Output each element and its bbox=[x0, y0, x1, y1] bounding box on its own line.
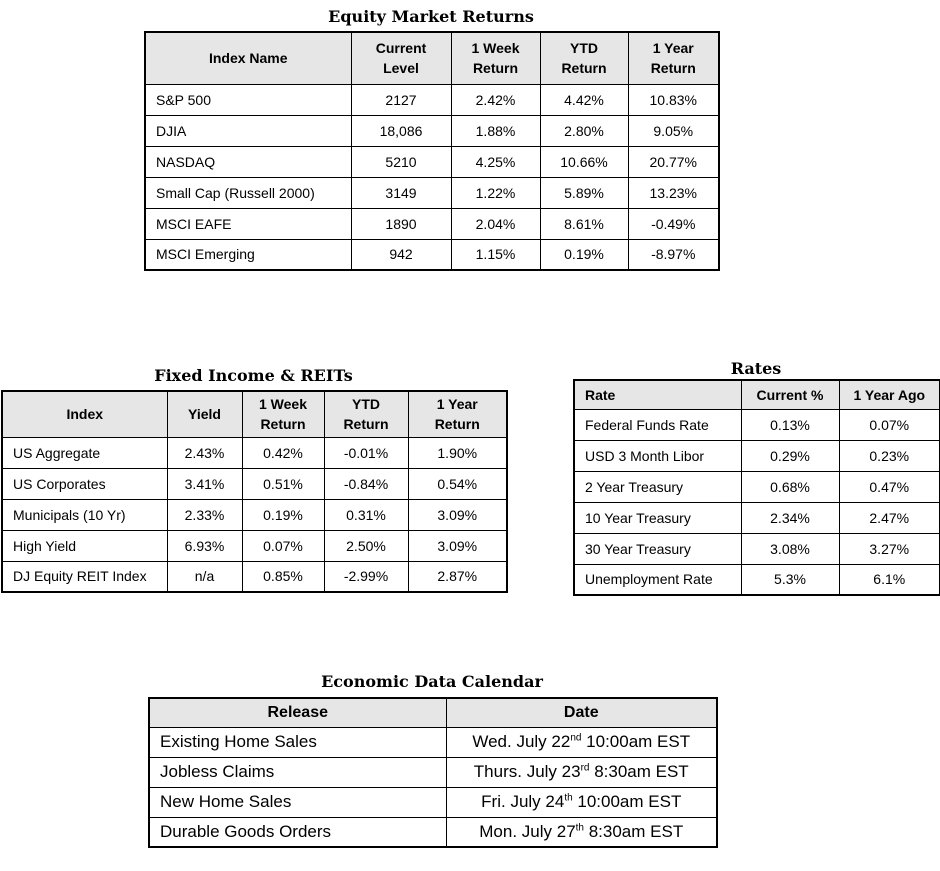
equity-table bbox=[144, 31, 720, 271]
calendar-header-release: Release bbox=[149, 698, 446, 727]
index-name: Small Cap (Russell 2000) bbox=[145, 177, 351, 208]
index-name: S&P 500 bbox=[145, 84, 351, 115]
equity-section bbox=[144, 7, 718, 271]
year-return: 3.09% bbox=[408, 530, 507, 561]
fi-header-ytd: YTD Return bbox=[324, 391, 408, 437]
week-return: 0.51% bbox=[242, 468, 324, 499]
current-rate: 2.34% bbox=[741, 502, 839, 533]
index-name: Municipals (10 Yr) bbox=[2, 499, 167, 530]
year-return: 0.54% bbox=[408, 468, 507, 499]
current-rate: 0.13% bbox=[741, 409, 839, 440]
calendar-section bbox=[148, 672, 716, 848]
rate-name: 30 Year Treasury bbox=[574, 533, 741, 564]
fi-header-index: Index bbox=[2, 391, 167, 437]
table-row bbox=[574, 502, 940, 533]
fixed-income-table bbox=[1, 390, 508, 593]
ytd-return: 5.89% bbox=[540, 177, 628, 208]
year-ago-rate: 6.1% bbox=[839, 564, 940, 595]
table-row bbox=[145, 115, 719, 146]
year-ago-rate: 2.47% bbox=[839, 502, 940, 533]
current-level: 3149 bbox=[351, 177, 451, 208]
calendar-title: Economic Data Calendar bbox=[321, 672, 543, 691]
week-return: 2.42% bbox=[451, 84, 540, 115]
ytd-return: 2.50% bbox=[324, 530, 408, 561]
equity-header-index-name: Index Name bbox=[145, 32, 351, 84]
table-row bbox=[145, 177, 719, 208]
rates-table bbox=[573, 379, 940, 596]
year-ago-rate: 0.07% bbox=[839, 409, 940, 440]
rates-title: Rates bbox=[730, 359, 782, 378]
release-name: Jobless Claims bbox=[149, 757, 446, 787]
table-row bbox=[2, 499, 507, 530]
ytd-return: 0.19% bbox=[540, 239, 628, 270]
week-return: 1.22% bbox=[451, 177, 540, 208]
year-return: 3.09% bbox=[408, 499, 507, 530]
week-return: 0.19% bbox=[242, 499, 324, 530]
index-name: MSCI EAFE bbox=[145, 208, 351, 239]
table-row bbox=[149, 787, 717, 817]
year-return: 1.90% bbox=[408, 437, 507, 468]
index-name: US Corporates bbox=[2, 468, 167, 499]
week-return: 4.25% bbox=[451, 146, 540, 177]
equity-title: Equity Market Returns bbox=[328, 7, 534, 26]
rate-name: 2 Year Treasury bbox=[574, 471, 741, 502]
table-row bbox=[145, 208, 719, 239]
release-date: Fri. July 24th 10:00am EST bbox=[446, 787, 717, 817]
current-level: 942 bbox=[351, 239, 451, 270]
year-ago-rate: 3.27% bbox=[839, 533, 940, 564]
ytd-return: 4.42% bbox=[540, 84, 628, 115]
table-row bbox=[2, 561, 507, 592]
yield: n/a bbox=[167, 561, 242, 592]
index-name: MSCI Emerging bbox=[145, 239, 351, 270]
yield: 2.43% bbox=[167, 437, 242, 468]
week-return: 1.15% bbox=[451, 239, 540, 270]
table-row bbox=[145, 146, 719, 177]
ytd-return: -2.99% bbox=[324, 561, 408, 592]
current-level: 18,086 bbox=[351, 115, 451, 146]
year-ago-rate: 0.23% bbox=[839, 440, 940, 471]
release-date: Wed. July 22nd 10:00am EST bbox=[446, 727, 717, 757]
table-row bbox=[149, 757, 717, 787]
release-name: Durable Goods Orders bbox=[149, 817, 446, 847]
week-return: 2.04% bbox=[451, 208, 540, 239]
current-level: 2127 bbox=[351, 84, 451, 115]
week-return: 0.42% bbox=[242, 437, 324, 468]
year-return: 20.77% bbox=[628, 146, 719, 177]
index-name: NASDAQ bbox=[145, 146, 351, 177]
equity-header-1-year: 1 Year Return bbox=[628, 32, 719, 84]
table-row bbox=[574, 533, 940, 564]
table-row bbox=[145, 239, 719, 270]
calendar-table bbox=[148, 697, 718, 848]
index-name: High Yield bbox=[2, 530, 167, 561]
week-return: 1.88% bbox=[451, 115, 540, 146]
current-level: 1890 bbox=[351, 208, 451, 239]
yield: 3.41% bbox=[167, 468, 242, 499]
rates-section bbox=[573, 359, 939, 596]
year-return: 2.87% bbox=[408, 561, 507, 592]
table-row bbox=[574, 440, 940, 471]
ytd-return: -0.01% bbox=[324, 437, 408, 468]
release-name: New Home Sales bbox=[149, 787, 446, 817]
rate-name: USD 3 Month Libor bbox=[574, 440, 741, 471]
equity-header-current-level: Current Level bbox=[351, 32, 451, 84]
rate-name: Unemployment Rate bbox=[574, 564, 741, 595]
table-row bbox=[2, 437, 507, 468]
rate-name: Federal Funds Rate bbox=[574, 409, 741, 440]
ytd-return: 0.31% bbox=[324, 499, 408, 530]
equity-header-ytd: YTD Return bbox=[540, 32, 628, 84]
yield: 6.93% bbox=[167, 530, 242, 561]
week-return: 0.85% bbox=[242, 561, 324, 592]
table-row bbox=[2, 530, 507, 561]
fixed-income-section bbox=[1, 366, 506, 593]
year-return: -8.97% bbox=[628, 239, 719, 270]
calendar-header-date: Date bbox=[446, 698, 717, 727]
index-name: US Aggregate bbox=[2, 437, 167, 468]
year-ago-rate: 0.47% bbox=[839, 471, 940, 502]
ytd-return: 8.61% bbox=[540, 208, 628, 239]
table-row bbox=[574, 409, 940, 440]
rate-name: 10 Year Treasury bbox=[574, 502, 741, 533]
release-name: Existing Home Sales bbox=[149, 727, 446, 757]
yield: 2.33% bbox=[167, 499, 242, 530]
fixed-income-title: Fixed Income & REITs bbox=[154, 366, 353, 385]
table-row bbox=[149, 817, 717, 847]
table-row bbox=[574, 564, 940, 595]
index-name: DJ Equity REIT Index bbox=[2, 561, 167, 592]
current-rate: 0.29% bbox=[741, 440, 839, 471]
current-rate: 3.08% bbox=[741, 533, 839, 564]
current-level: 5210 bbox=[351, 146, 451, 177]
year-return: 10.83% bbox=[628, 84, 719, 115]
fi-header-yield: Yield bbox=[167, 391, 242, 437]
rates-header-rate: Rate bbox=[574, 380, 741, 409]
release-date: Mon. July 27th 8:30am EST bbox=[446, 817, 717, 847]
year-return: 13.23% bbox=[628, 177, 719, 208]
equity-header-1-week: 1 Week Return bbox=[451, 32, 540, 84]
week-return: 0.07% bbox=[242, 530, 324, 561]
year-return: 9.05% bbox=[628, 115, 719, 146]
table-row bbox=[145, 84, 719, 115]
year-return: -0.49% bbox=[628, 208, 719, 239]
table-row bbox=[2, 468, 507, 499]
release-date: Thurs. July 23rd 8:30am EST bbox=[446, 757, 717, 787]
fi-header-1-week: 1 Week Return bbox=[242, 391, 324, 437]
current-rate: 5.3% bbox=[741, 564, 839, 595]
index-name: DJIA bbox=[145, 115, 351, 146]
rates-header-year-ago: 1 Year Ago bbox=[839, 380, 940, 409]
current-rate: 0.68% bbox=[741, 471, 839, 502]
table-row bbox=[149, 727, 717, 757]
rates-header-current: Current % bbox=[741, 380, 839, 409]
table-row bbox=[574, 471, 940, 502]
ytd-return: 2.80% bbox=[540, 115, 628, 146]
ytd-return: 10.66% bbox=[540, 146, 628, 177]
fi-header-1-year: 1 Year Return bbox=[408, 391, 507, 437]
ytd-return: -0.84% bbox=[324, 468, 408, 499]
